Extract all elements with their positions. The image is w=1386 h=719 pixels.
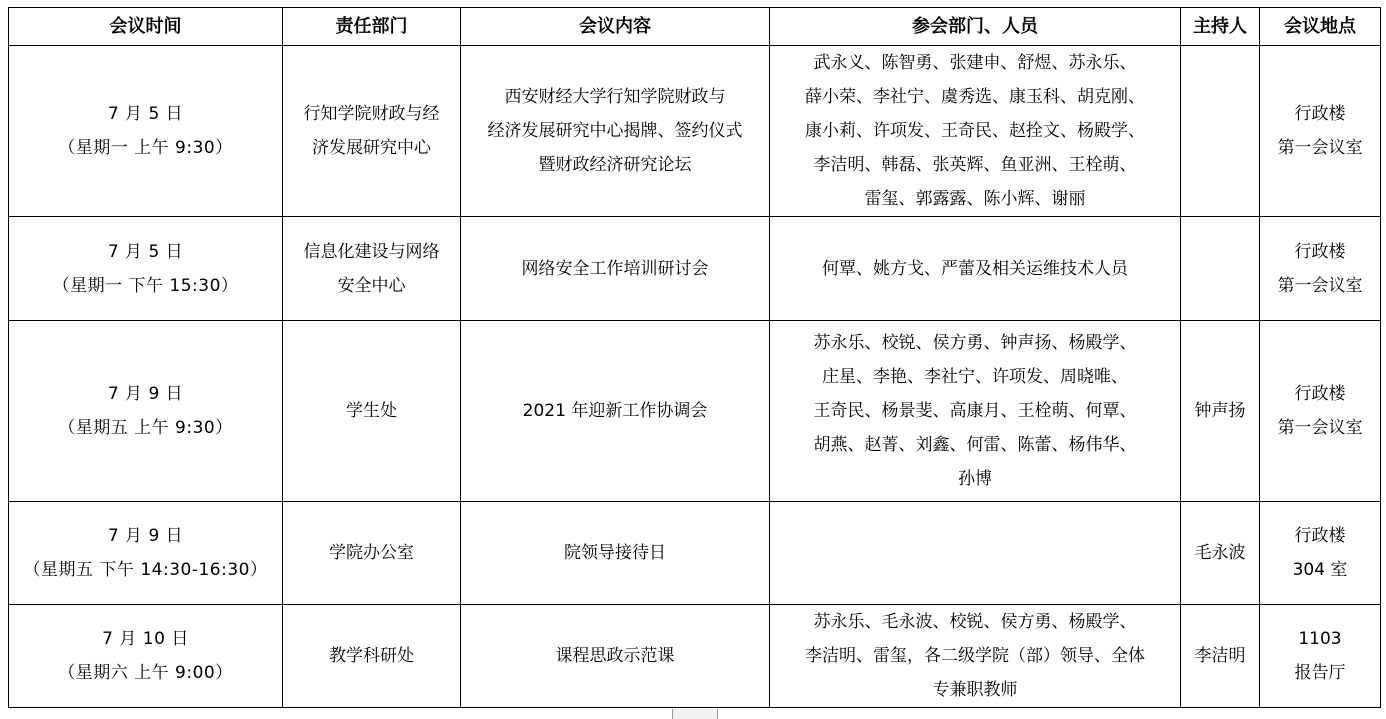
meeting-date: 7 月 9 日 — [107, 526, 184, 546]
dept-cell — [283, 502, 461, 605]
content-line: 网络安全工作培训研讨会 — [521, 258, 709, 279]
table-row — [9, 502, 1381, 605]
header-dept: 责任部门 — [283, 8, 461, 46]
location-cell — [1260, 605, 1381, 708]
page-edge-marker — [672, 709, 718, 719]
dept-line: 济发展研究中心 — [312, 138, 431, 158]
location-line: 304 室 — [1292, 560, 1348, 580]
dept-cell — [283, 46, 461, 217]
location-line: 1103 — [1298, 629, 1342, 649]
attendees-line: 苏永乐、毛永波、校锐、侯方勇、杨殿学、 — [813, 612, 1137, 632]
meeting-time-cell — [9, 217, 283, 321]
location-cell — [1260, 502, 1381, 605]
location-line: 第一会议室 — [1277, 275, 1363, 296]
attendees-line: 雷玺、郭露露、陈小辉、谢丽 — [864, 189, 1086, 209]
header-attendees: 参会部门、人员 — [770, 8, 1181, 46]
host-cell — [1181, 46, 1260, 217]
attendees-line: 专兼职教师 — [932, 680, 1018, 700]
host-cell: 李洁明 — [1181, 605, 1260, 708]
attendees-cell — [770, 217, 1181, 321]
location-line: 行政楼 — [1294, 384, 1346, 404]
meeting-time-cell — [9, 605, 283, 708]
meeting-date: 7 月 5 日 — [107, 241, 184, 262]
table-row — [9, 46, 1381, 217]
meeting-time: （星期一 上午 9:30） — [58, 138, 233, 158]
header-row — [9, 8, 1381, 46]
location-line: 行政楼 — [1294, 104, 1346, 124]
content-line: 西安财经大学行知学院财政与 — [504, 87, 726, 107]
location-cell — [1260, 46, 1381, 217]
dept-line: 信息化建设与网络 — [303, 241, 440, 262]
header-location: 会议地点 — [1260, 8, 1381, 46]
attendees-cell — [770, 502, 1181, 605]
meeting-date: 7 月 5 日 — [107, 104, 184, 124]
content-cell — [461, 605, 770, 708]
content-line: 暨财政经济研究论坛 — [538, 155, 692, 175]
attendees-cell — [770, 321, 1181, 502]
host-cell: 毛永波 — [1181, 502, 1260, 605]
table-row — [9, 605, 1381, 708]
host-cell: 钟声扬 — [1181, 321, 1260, 502]
dept-cell — [283, 321, 461, 502]
meeting-time: （星期五 下午 14:30-16:30） — [23, 560, 268, 580]
location-line: 行政楼 — [1294, 526, 1346, 546]
meeting-time: （星期五 上午 9:30） — [58, 418, 233, 438]
header-time: 会议时间 — [9, 8, 283, 46]
attendees-line: 康小莉、许项发、王奇民、赵拴文、杨殿学、 — [805, 121, 1145, 141]
meeting-time: （星期六 上午 9:00） — [58, 663, 233, 683]
dept-line: 安全中心 — [337, 275, 406, 296]
attendees-cell — [770, 46, 1181, 217]
location-cell — [1260, 321, 1381, 502]
attendees-line: 李洁明、韩磊、张英辉、鱼亚洲、王栓萌、 — [813, 155, 1137, 175]
dept-line: 教学科研处 — [329, 646, 414, 666]
dept-cell — [283, 217, 461, 321]
content-line: 院领导接待日 — [564, 543, 666, 563]
header-content: 会议内容 — [461, 8, 770, 46]
attendees-line: 苏永乐、校锐、侯方勇、钟声扬、杨殿学、 — [813, 333, 1137, 353]
dept-cell — [283, 605, 461, 708]
meeting-date: 7 月 10 日 — [102, 629, 189, 649]
meeting-schedule-table — [8, 7, 1381, 708]
dept-line: 学生处 — [346, 401, 397, 421]
table-row — [9, 321, 1381, 502]
attendees-line: 何覃、姚方戈、严蕾及相关运维技术人员 — [822, 258, 1128, 279]
location-line: 报告厅 — [1294, 663, 1346, 683]
meeting-time-cell — [9, 46, 283, 217]
meeting-time: （星期一 下午 15:30） — [52, 275, 239, 296]
meeting-time-cell — [9, 502, 283, 605]
attendees-cell — [770, 605, 1181, 708]
attendees-line: 孙博 — [958, 469, 992, 489]
content-line: 2021 年迎新工作协调会 — [522, 401, 708, 421]
content-cell — [461, 217, 770, 321]
location-cell — [1260, 217, 1381, 321]
content-line: 课程思政示范课 — [555, 646, 675, 666]
dept-line: 行知学院财政与经 — [303, 104, 440, 124]
content-cell — [461, 321, 770, 502]
location-line: 第一会议室 — [1277, 418, 1363, 438]
attendees-line: 武永义、陈智勇、张建申、舒煜、苏永乐、 — [813, 53, 1137, 73]
location-line: 行政楼 — [1294, 241, 1346, 262]
attendees-line: 王奇民、杨景斐、高康月、王栓萌、何覃、 — [813, 401, 1137, 421]
content-cell — [461, 502, 770, 605]
content-line: 经济发展研究中心揭牌、签约仪式 — [487, 121, 743, 141]
meeting-date: 7 月 9 日 — [107, 384, 184, 404]
meeting-time-cell — [9, 321, 283, 502]
host-cell — [1181, 217, 1260, 321]
attendees-line: 胡燕、赵菁、刘鑫、何雷、陈蕾、杨伟华、 — [813, 435, 1137, 455]
attendees-line: 李洁明、雷玺，各二级学院（部）领导、全体 — [805, 646, 1145, 666]
attendees-line: 庄星、李艳、李社宁、许项发、周晓唯、 — [822, 367, 1128, 387]
dept-line: 学院办公室 — [329, 543, 414, 563]
header-host: 主持人 — [1181, 8, 1260, 46]
table-row — [9, 217, 1381, 321]
location-line: 第一会议室 — [1277, 138, 1363, 158]
content-cell — [461, 46, 770, 217]
attendees-line: 薛小荣、李社宁、虞秀选、康玉科、胡克刚、 — [805, 87, 1145, 107]
